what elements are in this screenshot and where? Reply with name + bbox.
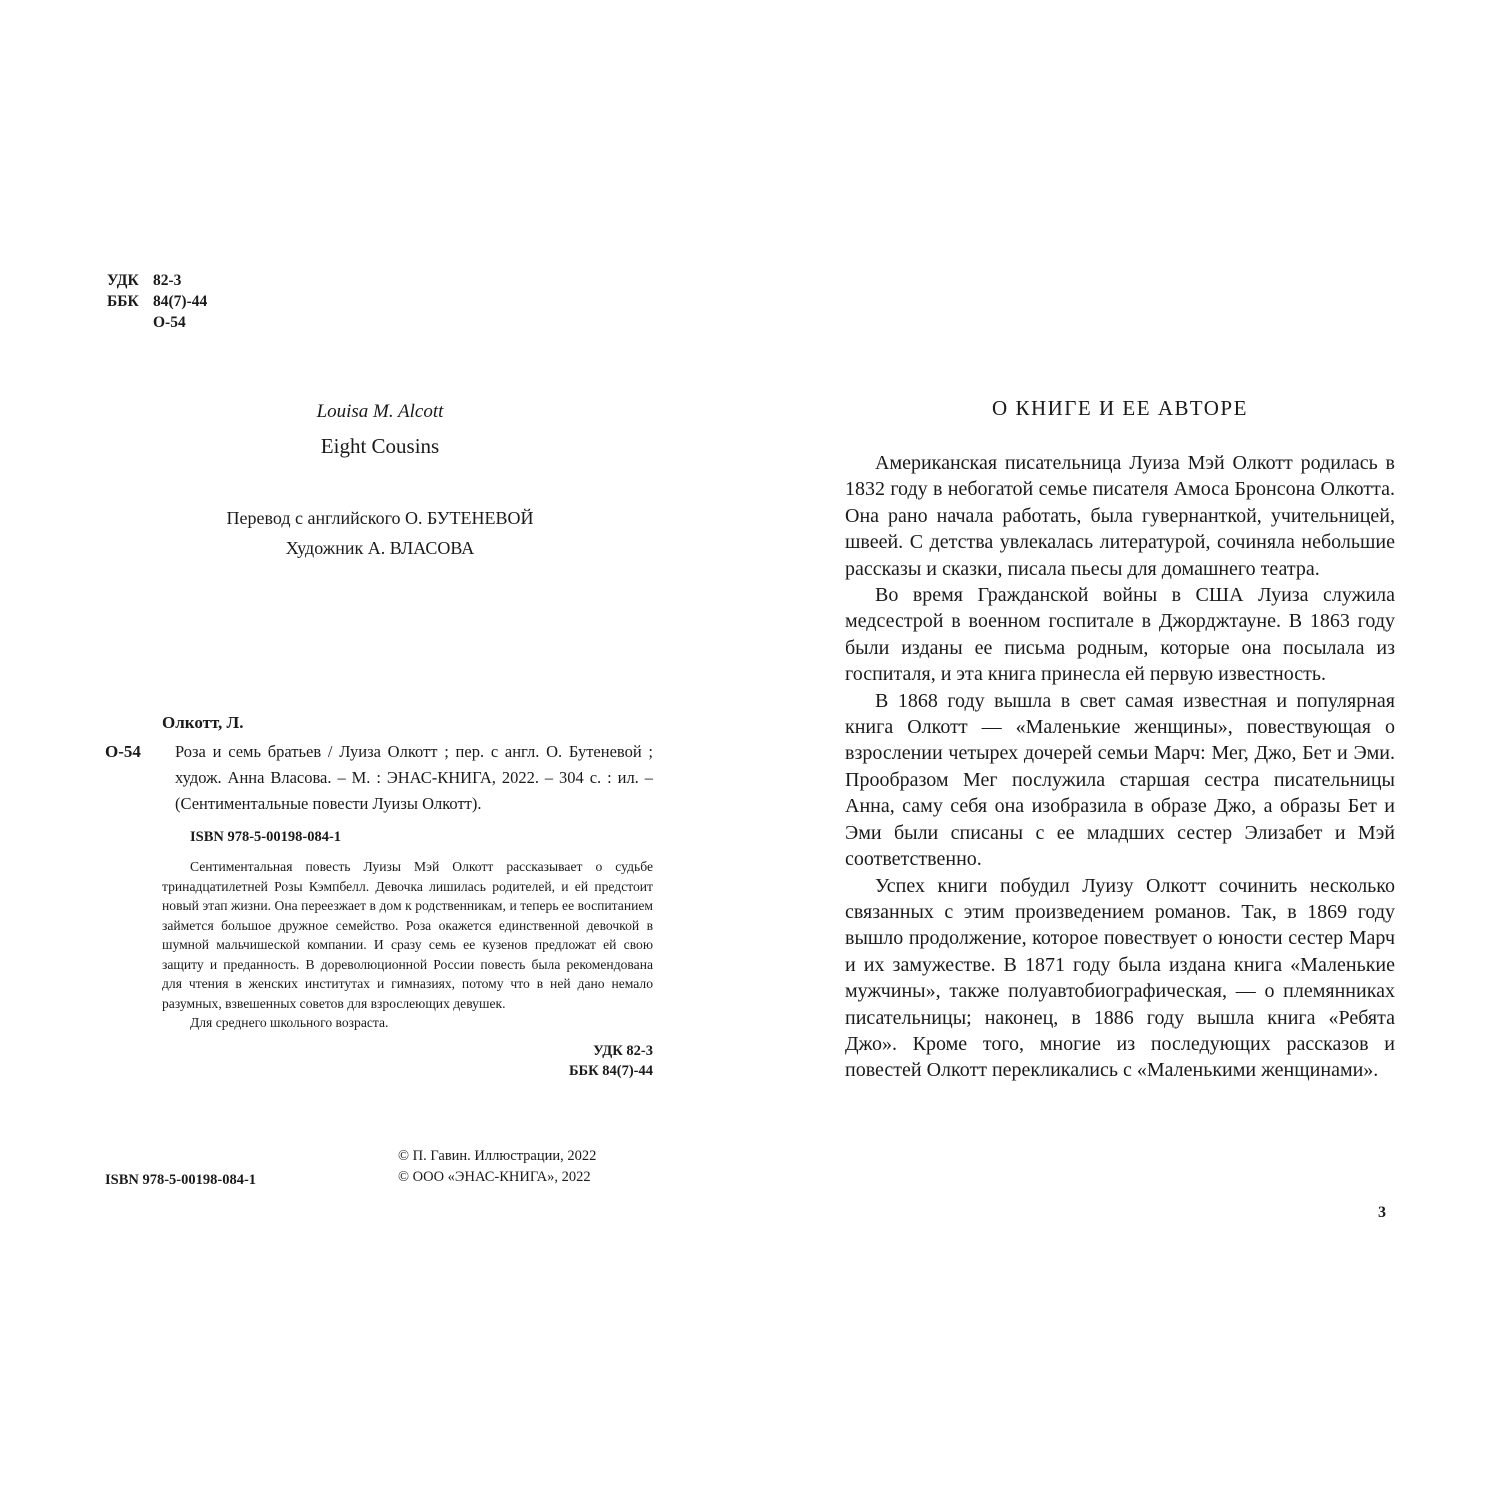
author-mark: О-54 [153,314,186,331]
copyright-illustrations: © П. Гавин. Иллюстрации, 2022 [398,1148,597,1164]
copyright-block [398,1146,596,1188]
original-title-block [160,399,600,461]
paragraph-1: Американская писательница Луиза Мэй Олкотт родилась в 1832 году в небогатой семье писателя Амоса Бронсона Олкотта. Она рано начала работать, была гувернанткой, учительницей, швеей. С детства увлекалась литературой, сочиняла небольшие рассказы и сказки, писала пьесы для домашнего театра. [845,452,1395,580]
paragraph-4: Успех книги побудил Луизу Олкотт сочинить несколько связанных с этим произведением романов. Так, в 1869 году вышло продолжение, которое повествует о юности сестер Марч и их замужестве. В 1871 году была издана книга «Маленькие мужчины», также полуавтобиографическая, — о племянниках писательницы; наконец, в 1886 году вышла книга «Ребята Джо». Кроме того, многие из последующих рассказов и повестей Олкотт перекликались с «Маленькими женщинами». [845,874,1395,1082]
chapter-heading: О КНИГЕ И ЕЕ АВТОРЕ [992,396,1248,420]
age-note: Для среднего школьного возраста. [190,1015,389,1030]
bbk-label: ББК [107,293,139,310]
classification-codes [107,270,207,333]
catalog-udk: УДК 82-3 [593,1042,653,1059]
translator-credit: Перевод с английского О. БУТЕНЕВОЙ [226,508,534,528]
page-number: 3 [1378,1204,1386,1221]
chapter-body [845,450,1395,1084]
annotation [162,857,653,1081]
paragraph-3: В 1868 году вышла в свет самая известная и популярная книга Олкотт — «Маленькие женщины», повествующая о взрослении четырех дочерей семьи Марч: Мег, Джо, Бет и Эми. Прообразом Мег послужила старшая сестра писательницы Анна, саму себя она изобразила в образе Джо, а образы Бет и Эми были списаны с ее младших сестер Элизабет и Мэй соответственно. [845,689,1395,871]
credits-block [160,503,600,563]
catalog-bbk: ББК 84(7)-44 [568,1062,653,1079]
catalog-author: Олкотт, Л. [162,713,244,732]
udk-label: УДК [107,272,139,289]
copyright-publisher: © ООО «ЭНАС-КНИГА», 2022 [398,1169,591,1185]
original-title: Eight Cousins [320,434,440,458]
paragraph-2: Во время Гражданской войны в США Луиза служила медсестрой в военном госпитале в Джорджтауне. В 1863 году были изданы ее письма родным, которые она посылала из госпиталя, и эта книга принесла ей первую известность. [845,584,1395,686]
udk-value: 82-3 [153,272,182,289]
catalog-card [105,710,653,1081]
catalog-description: Роза и семь братьев / Луиза Олкотт ; пер. с англ. О. Бутеневой ; худож. Анна Власова. – М. : ЭНАС-КНИГА, 2022. – 304 с. : ил. – (Сентиментальные повести Луизы Олкотт). [175,742,653,813]
illustrator-credit: Художник А. ВЛАСОВА [285,538,475,558]
catalog-code: О-54 [105,742,141,761]
bbk-value: 84(7)-44 [153,293,208,310]
catalog-isbn: ISBN 978-5-00198-084-1 [190,829,342,845]
footer-isbn: ISBN 978-5-00198-084-1 [105,1172,257,1188]
catalog-codes-right [162,1041,653,1081]
annotation-text: Сентиментальная повесть Луизы Мэй Олкотт рассказывает о судьбе тринадцатилетней Розы Кэмпбелл. Девочка лишилась родителей, и ей предстоит новый этап жизни. Она переезжает в дом к родственникам, и теперь ее воспитанием займется большое дружное семейство. Роза окажется единственной девочкой в шумной мальчишеской компании. И сразу семь ее кузенов предложат ей свою защиту и преданность. В дореволюционной России повесть была рекомендована для чтения в женских институтах и гимназиях, потому что в ней дано немало разумных, взвешенных советов для взрослеющих девушек. [162,859,653,1011]
original-author: Louisa M. Alcott [316,401,444,422]
